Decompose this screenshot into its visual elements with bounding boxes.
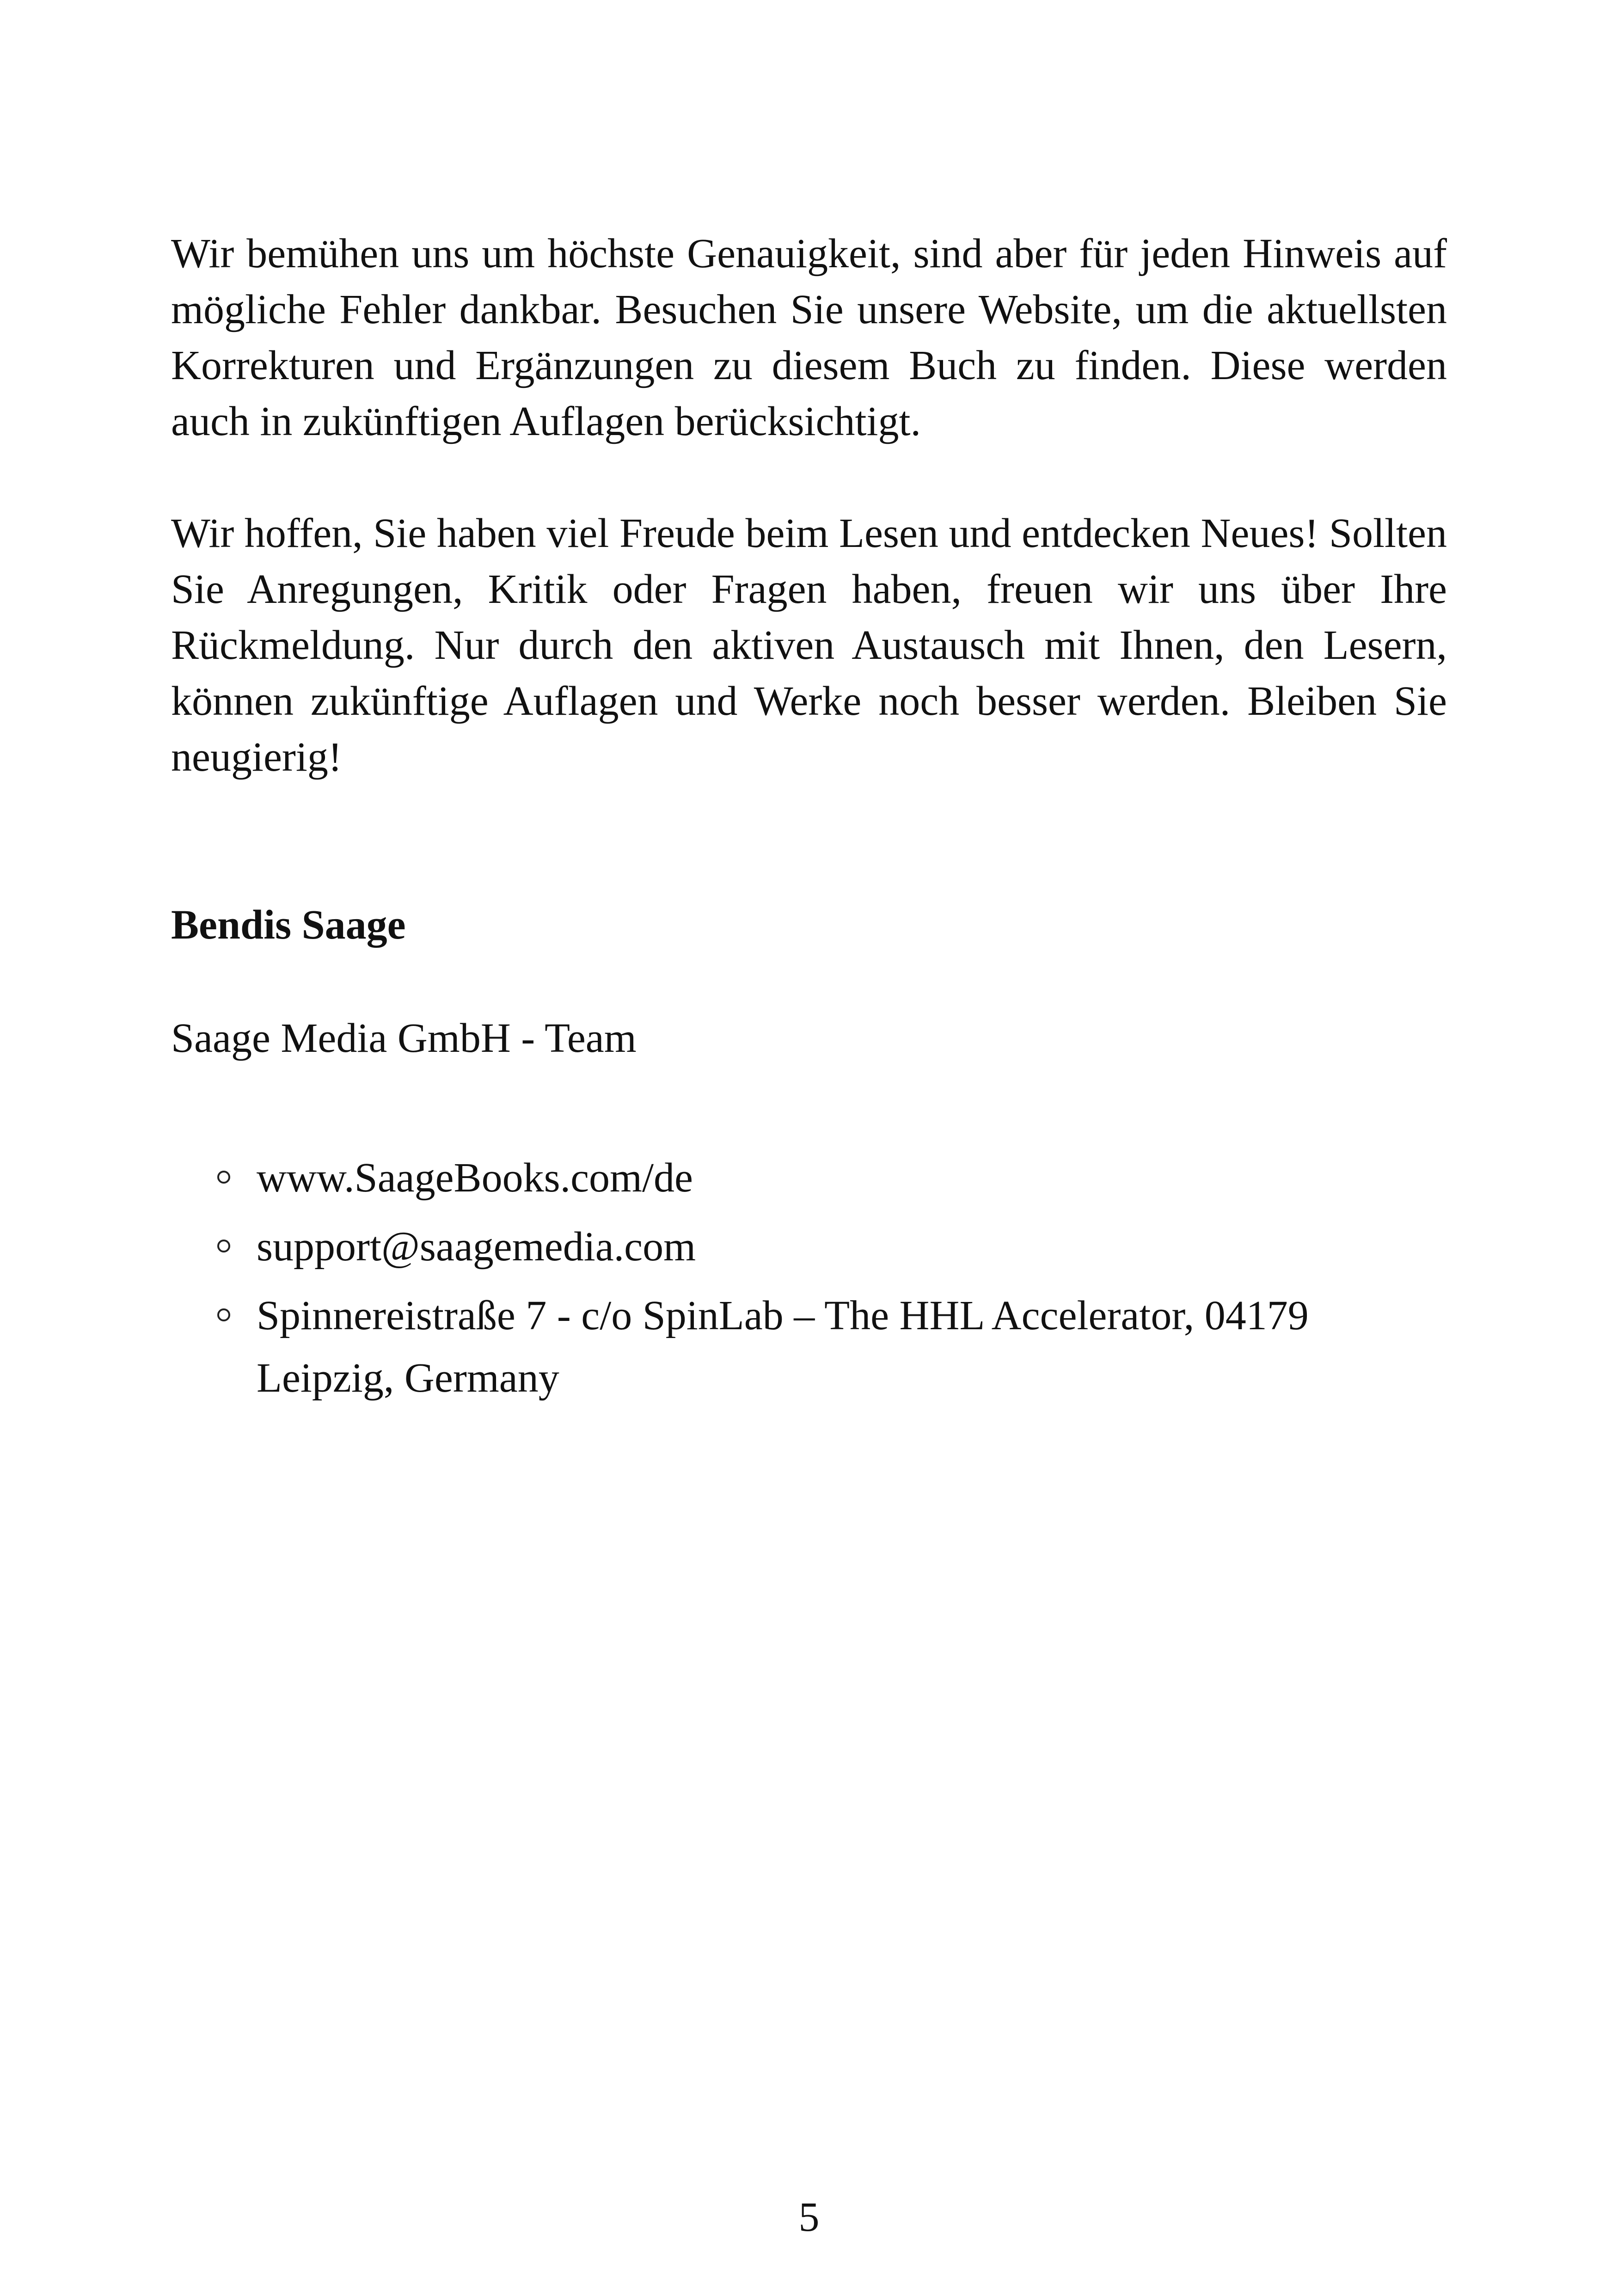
company-name: Saage Media GmbH - Team — [171, 1015, 637, 1061]
page-number: 5 — [798, 2194, 820, 2240]
contact-list — [171, 1147, 1447, 1416]
contact-address — [171, 1284, 1447, 1409]
circle-bullet-icon — [217, 1308, 230, 1321]
closing-paragraph: Wir hoffen, Sie haben viel Freude beim Lesen und entdecken Neues! Sollten Sie Anregungen, Kritik oder Fragen haben, freuen wir uns über Ihre Rückmeldung. Nur durch den aktiven Austausch mit Ihnen, den Lesern, können zukünftige Auflagen und Werke noch besser werden. Bleiben Sie neugierig! — [171, 510, 1447, 780]
intro-paragraph: Wir bemühen uns um höchste Genauigkeit, sind aber für jeden Hinweis auf mögliche Fehler dankbar. Besuchen Sie unsere Website, um die aktuellsten Korrekturen und Ergänzungen zu diesem Buch zu finden. Diese werden auch in zukünftigen Auflagen berücksichtigt. — [171, 231, 1447, 444]
contact-website[interactable] — [171, 1147, 1447, 1209]
circle-bullet-icon — [217, 1240, 230, 1252]
contact-email[interactable] — [171, 1216, 1447, 1278]
circle-bullet-icon — [217, 1171, 230, 1184]
support-email[interactable]: support@saagemedia.com — [257, 1224, 696, 1270]
postal-address: Spinnereistraße 7 - c/o SpinLab – The HHL Accelerator, 04179 Leipzig, Germany — [257, 1293, 1309, 1401]
author-name: Bendis Saage — [171, 902, 406, 948]
website-url[interactable]: www.SaageBooks.com/de — [257, 1155, 693, 1201]
